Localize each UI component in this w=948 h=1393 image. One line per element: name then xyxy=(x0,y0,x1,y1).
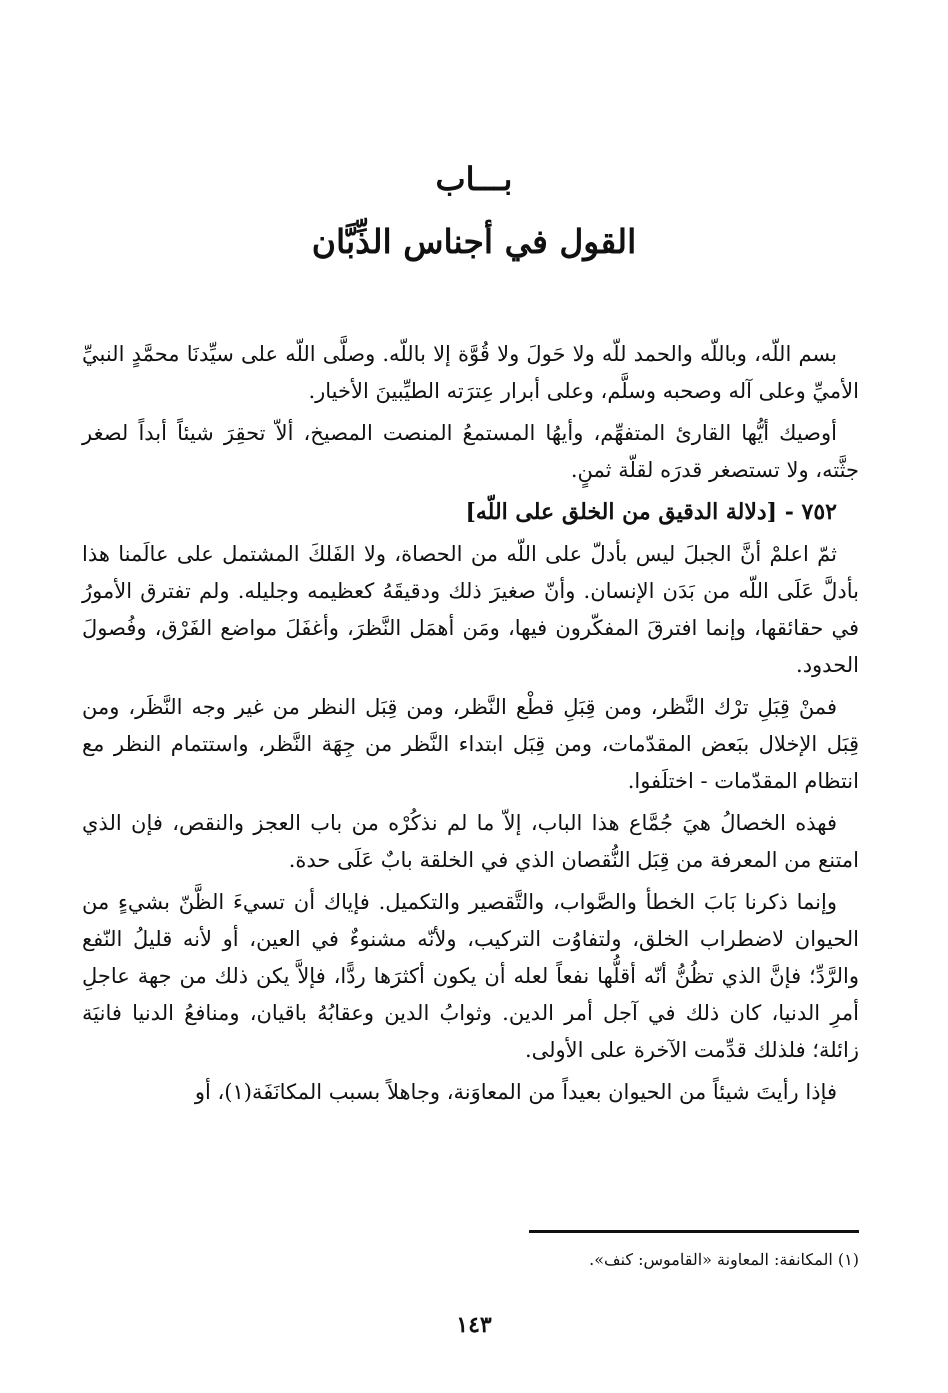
section-heading: ٧٥٢ - [دلالة الدقيق من الخلق على اللّه] xyxy=(465,499,837,525)
footnote: (١) المكانفة: المعاونة «القاموس: كنف». xyxy=(589,1250,859,1269)
chapter-title: القول في أجناس الذِّبَّان xyxy=(311,222,637,261)
body-text xyxy=(82,336,859,1116)
section-paragraph: فإذا رأيتَ شيئاً من الحيوان بعيداً من المعاوَنة، وجاهلاً بسبب المكانَفَة(١)، أو xyxy=(194,1080,837,1104)
section-paragraph: فهذه الخصالُ هيَ جُمَّاع هذا الباب، إلاّ ما لم نذكُرْه من باب العجز والنقص، فإن الذي امتنع من المعرفة من قِبَل النُّقصان الذي في الخلقة بابٌ عَلَى حدة. xyxy=(82,811,859,872)
paragraph-basmala: بسم اللّه، وباللّه والحمد للّه ولا حَولَ ولا قُوَّة إلا باللّه. وصلَّى اللّه على سيِّدنَا محمَّدٍ النبيِّ الأميِّ وعلى آله وصحبه وسلَّم، وعلى أبرار عِترَته الطيِّبينَ الأخيار. xyxy=(82,342,859,403)
section-paragraph: فمنْ قِبَلِ ترْك النَّظر، ومن قِبَلِ قطْع النَّظر، ومن قِبَل النظر من غير وجه النَّظَر، ومن قِبَل الإخلال ببَعض المقدّمات، ومن قِبَل ابتداء النَّظر من جِهَة النَّظر، واستتمام النظر مع انتظام المقدّمات - اختلَفوا. xyxy=(82,695,859,793)
section-paragraph: وإنما ذكرنا بَابَ الخطأ والصَّواب، والتَّقصير والتكميل. فإياك أن تسيءَ الظَّنّ بشيءٍ من الحيوان لاضطراب الخلق، ولتفاوُت التركيب، ولأنّه مشنوءٌ في العين، أو لأنه قليلُ النّفع والرَّدِّ؛ فإنَّ الذي تظُنُّ أنّه أقلُّها نفعاً لعله أن يكون أكثرَها ردًّا، فإلاَّ يكن ذلك من جهة عاجلِ أمرِ الدنيا، كان ذلك في آجل أمر الدين. وثوابُ الدين وعقابُهُ باقيان، ومنافعُ الدنيا فانيَة زائلة؛ فلذلك قدِّمت الآخرة على الأولى. xyxy=(82,890,859,1062)
chapter-label: بـــاب xyxy=(435,160,513,198)
page-number: ١٤٣ xyxy=(456,1312,492,1338)
section-paragraph: ثمّ اعلمْ أنَّ الجبلَ ليس بأدلّ على اللّه من الحصاة، ولا الفَلكَ المشتمل على عالَمنا هذا بأدلَّ عَلَى اللّه من بَدَن الإنسان. وأنّ صغيرَ ذلك ودقيقَهُ كعظيمه وجليله. ولم تفترق الأمورُ في حقائقها، وإنما افترقَ المفكّرون فيها، ومَن أهمَل النَّظرَ، وأغفَلَ مواضع الفَرْق، وفُصولَ الحدود. xyxy=(82,542,859,677)
footnote-divider xyxy=(529,1230,859,1233)
paragraph-advice: أوصيك أيُّها القارئ المتفهِّم، وأيهُا المستمعُ المنصت المصيخ، ألاّ تحقِرَ شيئاً أبداً لصغر جثَّته، ولا تستصغر قدرَه لقلّة ثمنٍ. xyxy=(82,421,859,482)
